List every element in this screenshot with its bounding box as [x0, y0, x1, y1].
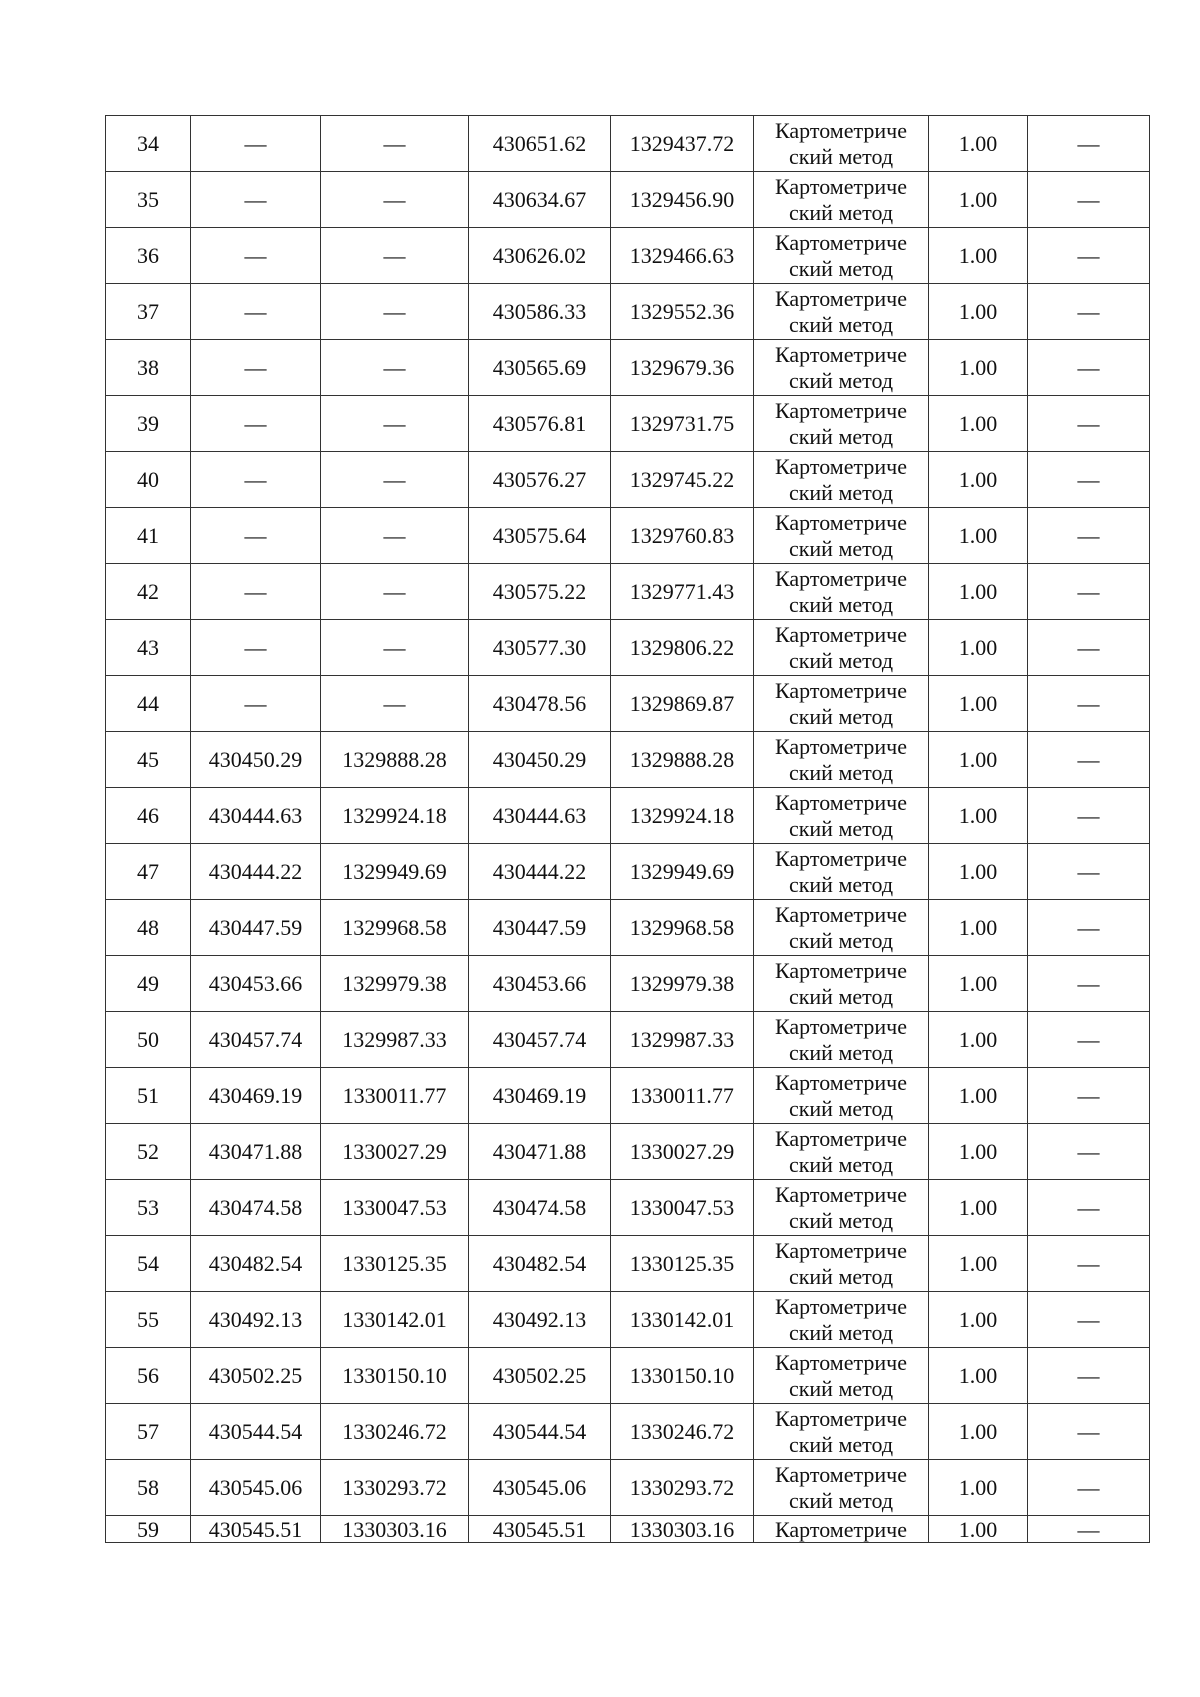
- method-cell: [754, 172, 929, 228]
- method-line: ский метод: [788, 1263, 894, 1289]
- existing-x-cell: —: [191, 284, 321, 340]
- table-row: [106, 340, 1150, 396]
- existing-x-cell: —: [191, 172, 321, 228]
- new-x-cell: 430450.29: [469, 732, 611, 788]
- method-line: ский метод: [788, 143, 894, 169]
- note-cell: —: [1028, 1292, 1150, 1348]
- note-cell: —: [1028, 620, 1150, 676]
- table-row: [106, 1460, 1150, 1516]
- table-row: [106, 1124, 1150, 1180]
- note-cell: —: [1028, 1124, 1150, 1180]
- table-row: [106, 788, 1150, 844]
- point-number-cell: 37: [106, 284, 191, 340]
- existing-x-cell: 430492.13: [191, 1292, 321, 1348]
- point-number-cell: 44: [106, 676, 191, 732]
- existing-x-cell: 430469.19: [191, 1068, 321, 1124]
- table-row: [106, 228, 1150, 284]
- point-number-cell: 47: [106, 844, 191, 900]
- new-y-cell: 1330142.01: [611, 1292, 754, 1348]
- point-number-cell: 57: [106, 1404, 191, 1460]
- accuracy-cell: 1.00: [929, 1292, 1028, 1348]
- method-line: Картометриче: [775, 285, 907, 311]
- new-y-cell: 1329968.58: [611, 900, 754, 956]
- note-cell: —: [1028, 396, 1150, 452]
- table-body: [106, 116, 1150, 1543]
- existing-y-cell: 1329979.38: [321, 956, 469, 1012]
- new-y-cell: 1329806.22: [611, 620, 754, 676]
- point-number-cell: 43: [106, 620, 191, 676]
- point-number-cell: 41: [106, 508, 191, 564]
- method-line: ский метод: [788, 591, 894, 617]
- point-number-cell: 56: [106, 1348, 191, 1404]
- method-line: ский метод: [788, 647, 894, 673]
- method-cell: [754, 1404, 929, 1460]
- method-line: ский метод: [788, 479, 894, 505]
- table-row: [106, 452, 1150, 508]
- existing-y-cell: —: [321, 564, 469, 620]
- new-x-cell: 430576.81: [469, 396, 611, 452]
- table-row: [106, 900, 1150, 956]
- existing-y-cell: 1330246.72: [321, 1404, 469, 1460]
- point-number-cell: 59: [106, 1516, 191, 1543]
- method-line: Картометриче: [775, 1069, 907, 1095]
- method-line: ский метод: [788, 983, 894, 1009]
- method-line: Картометриче: [775, 845, 907, 871]
- method-cell: [754, 900, 929, 956]
- method-cell: [754, 956, 929, 1012]
- new-x-cell: 430545.51: [469, 1516, 611, 1543]
- new-x-cell: 430453.66: [469, 956, 611, 1012]
- method-cell: [754, 228, 929, 284]
- accuracy-cell: 1.00: [929, 1236, 1028, 1292]
- accuracy-cell: 1.00: [929, 900, 1028, 956]
- existing-y-cell: —: [321, 172, 469, 228]
- method-line: Картометриче: [775, 117, 907, 143]
- method-line: Картометриче: [775, 341, 907, 367]
- new-y-cell: 1330293.72: [611, 1460, 754, 1516]
- new-y-cell: 1330150.10: [611, 1348, 754, 1404]
- method-cell: [754, 1236, 929, 1292]
- note-cell: —: [1028, 844, 1150, 900]
- method-line: ский метод: [788, 871, 894, 897]
- existing-x-cell: 430453.66: [191, 956, 321, 1012]
- existing-y-cell: —: [321, 620, 469, 676]
- method-line: Картометриче: [775, 733, 907, 759]
- method-cell: [754, 1348, 929, 1404]
- table-row: [106, 676, 1150, 732]
- existing-x-cell: —: [191, 340, 321, 396]
- new-x-cell: 430502.25: [469, 1348, 611, 1404]
- note-cell: —: [1028, 564, 1150, 620]
- accuracy-cell: 1.00: [929, 340, 1028, 396]
- point-number-cell: 34: [106, 116, 191, 172]
- note-cell: —: [1028, 172, 1150, 228]
- method-line: ский метод: [788, 535, 894, 561]
- note-cell: —: [1028, 1012, 1150, 1068]
- accuracy-cell: 1.00: [929, 1460, 1028, 1516]
- point-number-cell: 42: [106, 564, 191, 620]
- existing-y-cell: 1330047.53: [321, 1180, 469, 1236]
- method-line: Картометриче: [775, 1349, 907, 1375]
- accuracy-cell: 1.00: [929, 1348, 1028, 1404]
- note-cell: —: [1028, 1068, 1150, 1124]
- accuracy-cell: 1.00: [929, 284, 1028, 340]
- new-y-cell: 1329731.75: [611, 396, 754, 452]
- existing-x-cell: 430444.63: [191, 788, 321, 844]
- new-y-cell: 1330011.77: [611, 1068, 754, 1124]
- new-x-cell: 430586.33: [469, 284, 611, 340]
- accuracy-cell: 1.00: [929, 956, 1028, 1012]
- method-line: ский метод: [788, 199, 894, 225]
- table-row: [106, 1404, 1150, 1460]
- method-cell: [754, 116, 929, 172]
- method-line: Картометриче: [775, 677, 907, 703]
- existing-x-cell: —: [191, 396, 321, 452]
- new-y-cell: 1329679.36: [611, 340, 754, 396]
- accuracy-cell: 1.00: [929, 732, 1028, 788]
- accuracy-cell: 1.00: [929, 788, 1028, 844]
- existing-x-cell: —: [191, 228, 321, 284]
- accuracy-cell: 1.00: [929, 396, 1028, 452]
- accuracy-cell: 1.00: [929, 116, 1028, 172]
- note-cell: —: [1028, 284, 1150, 340]
- new-y-cell: 1329466.63: [611, 228, 754, 284]
- table-row: [106, 956, 1150, 1012]
- point-number-cell: 46: [106, 788, 191, 844]
- note-cell: —: [1028, 116, 1150, 172]
- new-y-cell: 1329760.83: [611, 508, 754, 564]
- existing-y-cell: 1330011.77: [321, 1068, 469, 1124]
- method-line: Картометриче: [775, 173, 907, 199]
- existing-x-cell: 430471.88: [191, 1124, 321, 1180]
- new-x-cell: 430444.63: [469, 788, 611, 844]
- note-cell: —: [1028, 788, 1150, 844]
- method-line: ский метод: [788, 1319, 894, 1345]
- new-x-cell: 430457.74: [469, 1012, 611, 1068]
- existing-x-cell: —: [191, 508, 321, 564]
- method-line: ский метод: [788, 1487, 894, 1513]
- method-cell: [754, 620, 929, 676]
- new-y-cell: 1329552.36: [611, 284, 754, 340]
- new-x-cell: 430447.59: [469, 900, 611, 956]
- new-y-cell: 1329979.38: [611, 956, 754, 1012]
- existing-y-cell: 1330142.01: [321, 1292, 469, 1348]
- table-row: [106, 1236, 1150, 1292]
- existing-x-cell: 430545.51: [191, 1516, 321, 1543]
- accuracy-cell: 1.00: [929, 1012, 1028, 1068]
- note-cell: —: [1028, 1180, 1150, 1236]
- method-line: Картометриче: [775, 1516, 907, 1542]
- existing-y-cell: —: [321, 284, 469, 340]
- table-row: [106, 116, 1150, 172]
- existing-y-cell: 1330303.16: [321, 1516, 469, 1543]
- method-cell: [754, 396, 929, 452]
- point-number-cell: 50: [106, 1012, 191, 1068]
- new-x-cell: 430626.02: [469, 228, 611, 284]
- method-line: ский метод: [788, 927, 894, 953]
- table-row: [106, 1292, 1150, 1348]
- existing-x-cell: 430482.54: [191, 1236, 321, 1292]
- point-number-cell: 53: [106, 1180, 191, 1236]
- new-y-cell: 1329888.28: [611, 732, 754, 788]
- method-line: ский метод: [788, 1375, 894, 1401]
- new-x-cell: 430544.54: [469, 1404, 611, 1460]
- method-line: ский метод: [788, 255, 894, 281]
- existing-y-cell: —: [321, 508, 469, 564]
- new-x-cell: 430471.88: [469, 1124, 611, 1180]
- existing-y-cell: 1329987.33: [321, 1012, 469, 1068]
- table-row: [106, 1068, 1150, 1124]
- accuracy-cell: 1.00: [929, 1516, 1028, 1543]
- new-y-cell: 1330303.16: [611, 1516, 754, 1543]
- point-number-cell: 49: [106, 956, 191, 1012]
- method-line: Картометриче: [775, 1405, 907, 1431]
- note-cell: —: [1028, 1348, 1150, 1404]
- new-x-cell: 430469.19: [469, 1068, 611, 1124]
- table-row: [106, 620, 1150, 676]
- accuracy-cell: 1.00: [929, 228, 1028, 284]
- existing-x-cell: —: [191, 564, 321, 620]
- method-line: Картометриче: [775, 453, 907, 479]
- point-number-cell: 54: [106, 1236, 191, 1292]
- existing-x-cell: 430450.29: [191, 732, 321, 788]
- method-cell: [754, 1124, 929, 1180]
- method-line: Картометриче: [775, 901, 907, 927]
- new-x-cell: 430576.27: [469, 452, 611, 508]
- table-row: [106, 1012, 1150, 1068]
- method-line: ский метод: [788, 311, 894, 337]
- accuracy-cell: 1.00: [929, 172, 1028, 228]
- existing-x-cell: —: [191, 116, 321, 172]
- method-line: Картометриче: [775, 1293, 907, 1319]
- note-cell: —: [1028, 1236, 1150, 1292]
- existing-x-cell: 430474.58: [191, 1180, 321, 1236]
- method-line: Картометриче: [775, 397, 907, 423]
- new-y-cell: 1329924.18: [611, 788, 754, 844]
- existing-y-cell: 1330125.35: [321, 1236, 469, 1292]
- method-cell: [754, 1460, 929, 1516]
- existing-x-cell: 430544.54: [191, 1404, 321, 1460]
- accuracy-cell: 1.00: [929, 1124, 1028, 1180]
- method-line: Картометриче: [775, 1461, 907, 1487]
- existing-y-cell: —: [321, 228, 469, 284]
- point-number-cell: 48: [106, 900, 191, 956]
- method-cell: [754, 508, 929, 564]
- note-cell: —: [1028, 228, 1150, 284]
- method-line: ский метод: [788, 1039, 894, 1065]
- new-y-cell: 1329987.33: [611, 1012, 754, 1068]
- method-line: Картометриче: [775, 621, 907, 647]
- existing-y-cell: 1329888.28: [321, 732, 469, 788]
- accuracy-cell: 1.00: [929, 564, 1028, 620]
- note-cell: —: [1028, 1460, 1150, 1516]
- table-row: [106, 396, 1150, 452]
- method-cell: [754, 1180, 929, 1236]
- table-row: [106, 508, 1150, 564]
- existing-x-cell: —: [191, 676, 321, 732]
- new-x-cell: 430492.13: [469, 1292, 611, 1348]
- existing-x-cell: 430502.25: [191, 1348, 321, 1404]
- new-y-cell: 1329869.87: [611, 676, 754, 732]
- point-number-cell: 45: [106, 732, 191, 788]
- accuracy-cell: 1.00: [929, 676, 1028, 732]
- method-line: ский метод: [788, 423, 894, 449]
- table-row: [106, 732, 1150, 788]
- new-y-cell: 1330246.72: [611, 1404, 754, 1460]
- table-row: [106, 1348, 1150, 1404]
- method-line: ский метод: [788, 815, 894, 841]
- new-x-cell: 430651.62: [469, 116, 611, 172]
- accuracy-cell: 1.00: [929, 452, 1028, 508]
- new-y-cell: 1329745.22: [611, 452, 754, 508]
- accuracy-cell: 1.00: [929, 1404, 1028, 1460]
- new-y-cell: 1329456.90: [611, 172, 754, 228]
- new-y-cell: 1330125.35: [611, 1236, 754, 1292]
- method-line: Картометриче: [775, 1125, 907, 1151]
- method-line: Картометриче: [775, 1013, 907, 1039]
- method-cell: [754, 788, 929, 844]
- existing-y-cell: 1329924.18: [321, 788, 469, 844]
- new-x-cell: 430478.56: [469, 676, 611, 732]
- new-y-cell: 1329771.43: [611, 564, 754, 620]
- table-row: [106, 1516, 1150, 1543]
- existing-y-cell: 1330027.29: [321, 1124, 469, 1180]
- new-x-cell: 430577.30: [469, 620, 611, 676]
- method-line: Картометриче: [775, 1237, 907, 1263]
- new-x-cell: 430444.22: [469, 844, 611, 900]
- existing-y-cell: —: [321, 676, 469, 732]
- new-y-cell: 1330027.29: [611, 1124, 754, 1180]
- note-cell: —: [1028, 1516, 1150, 1543]
- note-cell: —: [1028, 452, 1150, 508]
- method-line: Картометриче: [775, 789, 907, 815]
- accuracy-cell: 1.00: [929, 508, 1028, 564]
- existing-x-cell: 430444.22: [191, 844, 321, 900]
- point-number-cell: 38: [106, 340, 191, 396]
- existing-y-cell: 1329968.58: [321, 900, 469, 956]
- method-line: ский метод: [788, 1207, 894, 1233]
- point-number-cell: 51: [106, 1068, 191, 1124]
- method-line: Картометриче: [775, 229, 907, 255]
- point-number-cell: 36: [106, 228, 191, 284]
- point-number-cell: 35: [106, 172, 191, 228]
- new-y-cell: 1329437.72: [611, 116, 754, 172]
- table-row: [106, 844, 1150, 900]
- point-number-cell: 52: [106, 1124, 191, 1180]
- new-y-cell: 1329949.69: [611, 844, 754, 900]
- accuracy-cell: 1.00: [929, 844, 1028, 900]
- new-x-cell: 430575.22: [469, 564, 611, 620]
- method-cell: [754, 1012, 929, 1068]
- new-x-cell: 430575.64: [469, 508, 611, 564]
- note-cell: —: [1028, 1404, 1150, 1460]
- existing-y-cell: 1329949.69: [321, 844, 469, 900]
- method-line: ский метод: [788, 1095, 894, 1121]
- method-line: Картометриче: [775, 509, 907, 535]
- method-cell: [754, 340, 929, 396]
- point-number-cell: 58: [106, 1460, 191, 1516]
- table-row: [106, 1180, 1150, 1236]
- method-line: ский метод: [788, 759, 894, 785]
- method-cell: [754, 732, 929, 788]
- existing-x-cell: —: [191, 620, 321, 676]
- existing-x-cell: 430457.74: [191, 1012, 321, 1068]
- table-row: [106, 172, 1150, 228]
- existing-x-cell: 430447.59: [191, 900, 321, 956]
- note-cell: —: [1028, 732, 1150, 788]
- method-cell: [754, 1068, 929, 1124]
- existing-y-cell: —: [321, 116, 469, 172]
- method-line: Картометриче: [775, 565, 907, 591]
- method-cell: [754, 676, 929, 732]
- point-number-cell: 55: [106, 1292, 191, 1348]
- note-cell: —: [1028, 900, 1150, 956]
- table-row: [106, 564, 1150, 620]
- existing-x-cell: 430545.06: [191, 1460, 321, 1516]
- note-cell: —: [1028, 508, 1150, 564]
- method-line: ский метод: [788, 1151, 894, 1177]
- accuracy-cell: 1.00: [929, 1180, 1028, 1236]
- new-x-cell: 430482.54: [469, 1236, 611, 1292]
- accuracy-cell: 1.00: [929, 620, 1028, 676]
- method-line: ский метод: [788, 367, 894, 393]
- new-y-cell: 1330047.53: [611, 1180, 754, 1236]
- existing-y-cell: —: [321, 340, 469, 396]
- note-cell: —: [1028, 956, 1150, 1012]
- new-x-cell: 430474.58: [469, 1180, 611, 1236]
- existing-y-cell: —: [321, 396, 469, 452]
- coordinates-table: [105, 115, 1150, 1543]
- table-row: [106, 284, 1150, 340]
- existing-x-cell: —: [191, 452, 321, 508]
- point-number-cell: 39: [106, 396, 191, 452]
- method-line: ский метод: [788, 703, 894, 729]
- method-cell: [754, 284, 929, 340]
- method-cell: [754, 1292, 929, 1348]
- accuracy-cell: 1.00: [929, 1068, 1028, 1124]
- method-cell: [754, 452, 929, 508]
- existing-y-cell: 1330150.10: [321, 1348, 469, 1404]
- method-cell: [754, 1516, 929, 1543]
- note-cell: —: [1028, 676, 1150, 732]
- point-number-cell: 40: [106, 452, 191, 508]
- method-line: ский метод: [788, 1431, 894, 1457]
- method-cell: [754, 844, 929, 900]
- note-cell: —: [1028, 340, 1150, 396]
- new-x-cell: 430634.67: [469, 172, 611, 228]
- method-line: Картометриче: [775, 1181, 907, 1207]
- method-line: Картометриче: [775, 957, 907, 983]
- method-cell: [754, 564, 929, 620]
- existing-y-cell: —: [321, 452, 469, 508]
- new-x-cell: 430545.06: [469, 1460, 611, 1516]
- new-x-cell: 430565.69: [469, 340, 611, 396]
- existing-y-cell: 1330293.72: [321, 1460, 469, 1516]
